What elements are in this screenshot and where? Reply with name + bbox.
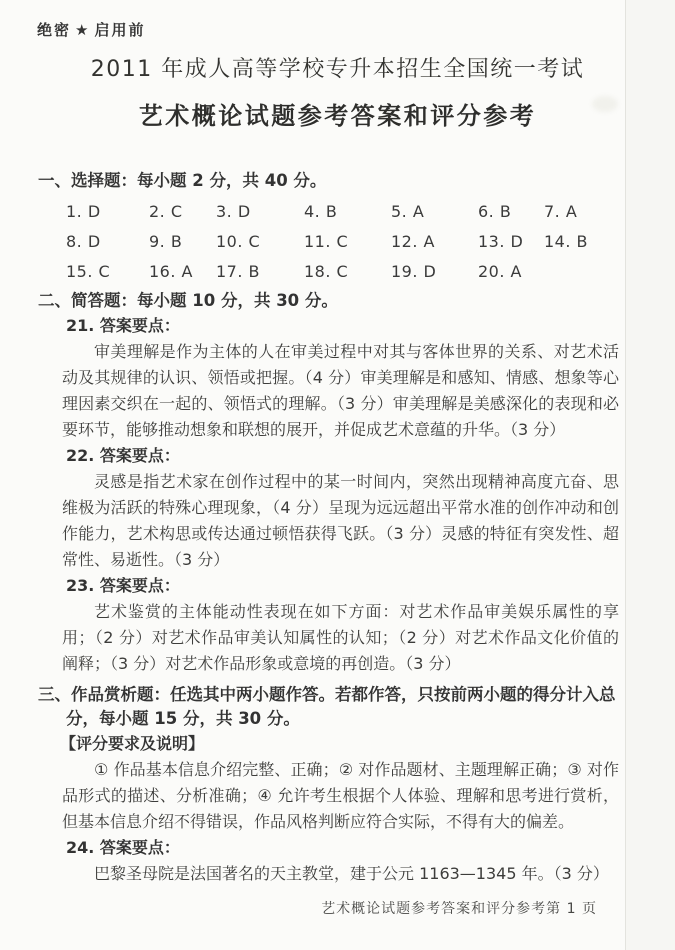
mc-answer: 20. A	[478, 262, 522, 281]
section2-heading: 二、简答题：每小题 10 分，共 30 分。	[38, 291, 338, 310]
item24-label: 24. 答案要点：	[66, 838, 180, 857]
scoring-notes-text: ① 作品基本信息介绍完整、正确；② 对作品题材、主题理解正确；③ 对作品形式的描述、分析准确；④ 允许考生根据个人体验、理解和思考进行赏析，但基本信息介绍不得错误，作品风格判断应符合实际，不得有大的偏差。	[62, 760, 619, 831]
mc-answer: 10. C	[216, 232, 261, 251]
mc-answer: 9. B	[149, 232, 183, 251]
mc-answer: 14. B	[544, 232, 589, 251]
mc-answer: 7. A	[544, 202, 578, 221]
mc-answer: 3. D	[216, 202, 251, 221]
mc-answer: 5. A	[391, 202, 425, 221]
grid-spacer	[544, 257, 675, 287]
mc-answer: 18. C	[304, 262, 349, 281]
mc-answer: 6. B	[478, 202, 512, 221]
star-icon: ★	[75, 21, 91, 39]
item23-label: 23. 答案要点：	[66, 576, 180, 595]
mc-answer: 4. B	[304, 202, 338, 221]
item21-answer-text: 审美理解是作为主体的人在审美过程中对其与客体世界的关系、对艺术活动及其规律的认识、领悟或把握。（4 分）审美理解是和感知、情感、想象等心理因素交织在一起的、领悟式的理解。（3 分）审美理解是美感深化的表现和必要环节，能够推动想象和联想的展开，并促成艺术意蕴的升华。（3 分）	[62, 342, 619, 439]
item22-label: 22. 答案要点：	[66, 446, 180, 465]
mc-answer: 8. D	[66, 232, 101, 251]
mc-answer: 11. C	[304, 232, 349, 251]
mc-answer: 12. A	[391, 232, 435, 251]
exam-title: 2011 年成人高等学校专升本招生全国统一考试	[90, 57, 585, 82]
item23-answer-text: 艺术鉴赏的主体能动性表现在如下方面：对艺术作品审美娱乐属性的享用；（2 分）对艺术作品审美认知属性的认知；（2 分）对艺术作品文化价值的阐释；（3 分）对艺术作品形象或意境的再创造。（3 分）	[62, 602, 619, 673]
item22-answer-text: 灵感是指艺术家在创作过程中的某一时间内，突然出现精神高度亢奋、思维极为活跃的特殊心理现象，（4 分）呈现为远远超出平常水准的创作冲动和创作能力，艺术构思或传达通过顿悟获得飞跃。（3 分）灵感的特征有突发性、超常性、易逝性。（3 分）	[62, 472, 619, 569]
mc-answer: 17. B	[216, 262, 261, 281]
mc-answer: 16. A	[149, 262, 193, 281]
security-suffix: 启用前	[94, 21, 146, 39]
security-prefix: 绝密	[37, 21, 72, 39]
mc-answer: 19. D	[391, 262, 437, 281]
section3-heading: 三、作品赏析题：任选其中两小题作答。若都作答，只按前两小题的得分计入总分，每小题 15 分，共 30 分。	[38, 685, 616, 728]
mc-answer: 2. C	[149, 202, 183, 221]
item21-label: 21. 答案要点：	[66, 316, 180, 335]
scoring-notes-title: 【评分要求及说明】	[60, 734, 205, 753]
multiple-choice-answer-grid	[66, 197, 675, 287]
security-classification	[37, 21, 675, 39]
mc-answer: 15. C	[66, 262, 111, 281]
page-footer: 艺术概论试题参考答案和评分参考第 1 页	[321, 901, 597, 917]
item24-answer-text: 巴黎圣母院是法国著名的天主教堂，建于公元 1163—1345 年。（3 分）	[94, 864, 609, 883]
mc-answer: 1. D	[66, 202, 101, 221]
paper-title: 艺术概论试题参考答案和评分参考	[138, 102, 537, 130]
mc-answer: 13. D	[478, 232, 524, 251]
section1-heading: 一、选择题：每小题 2 分，共 40 分。	[38, 171, 327, 190]
